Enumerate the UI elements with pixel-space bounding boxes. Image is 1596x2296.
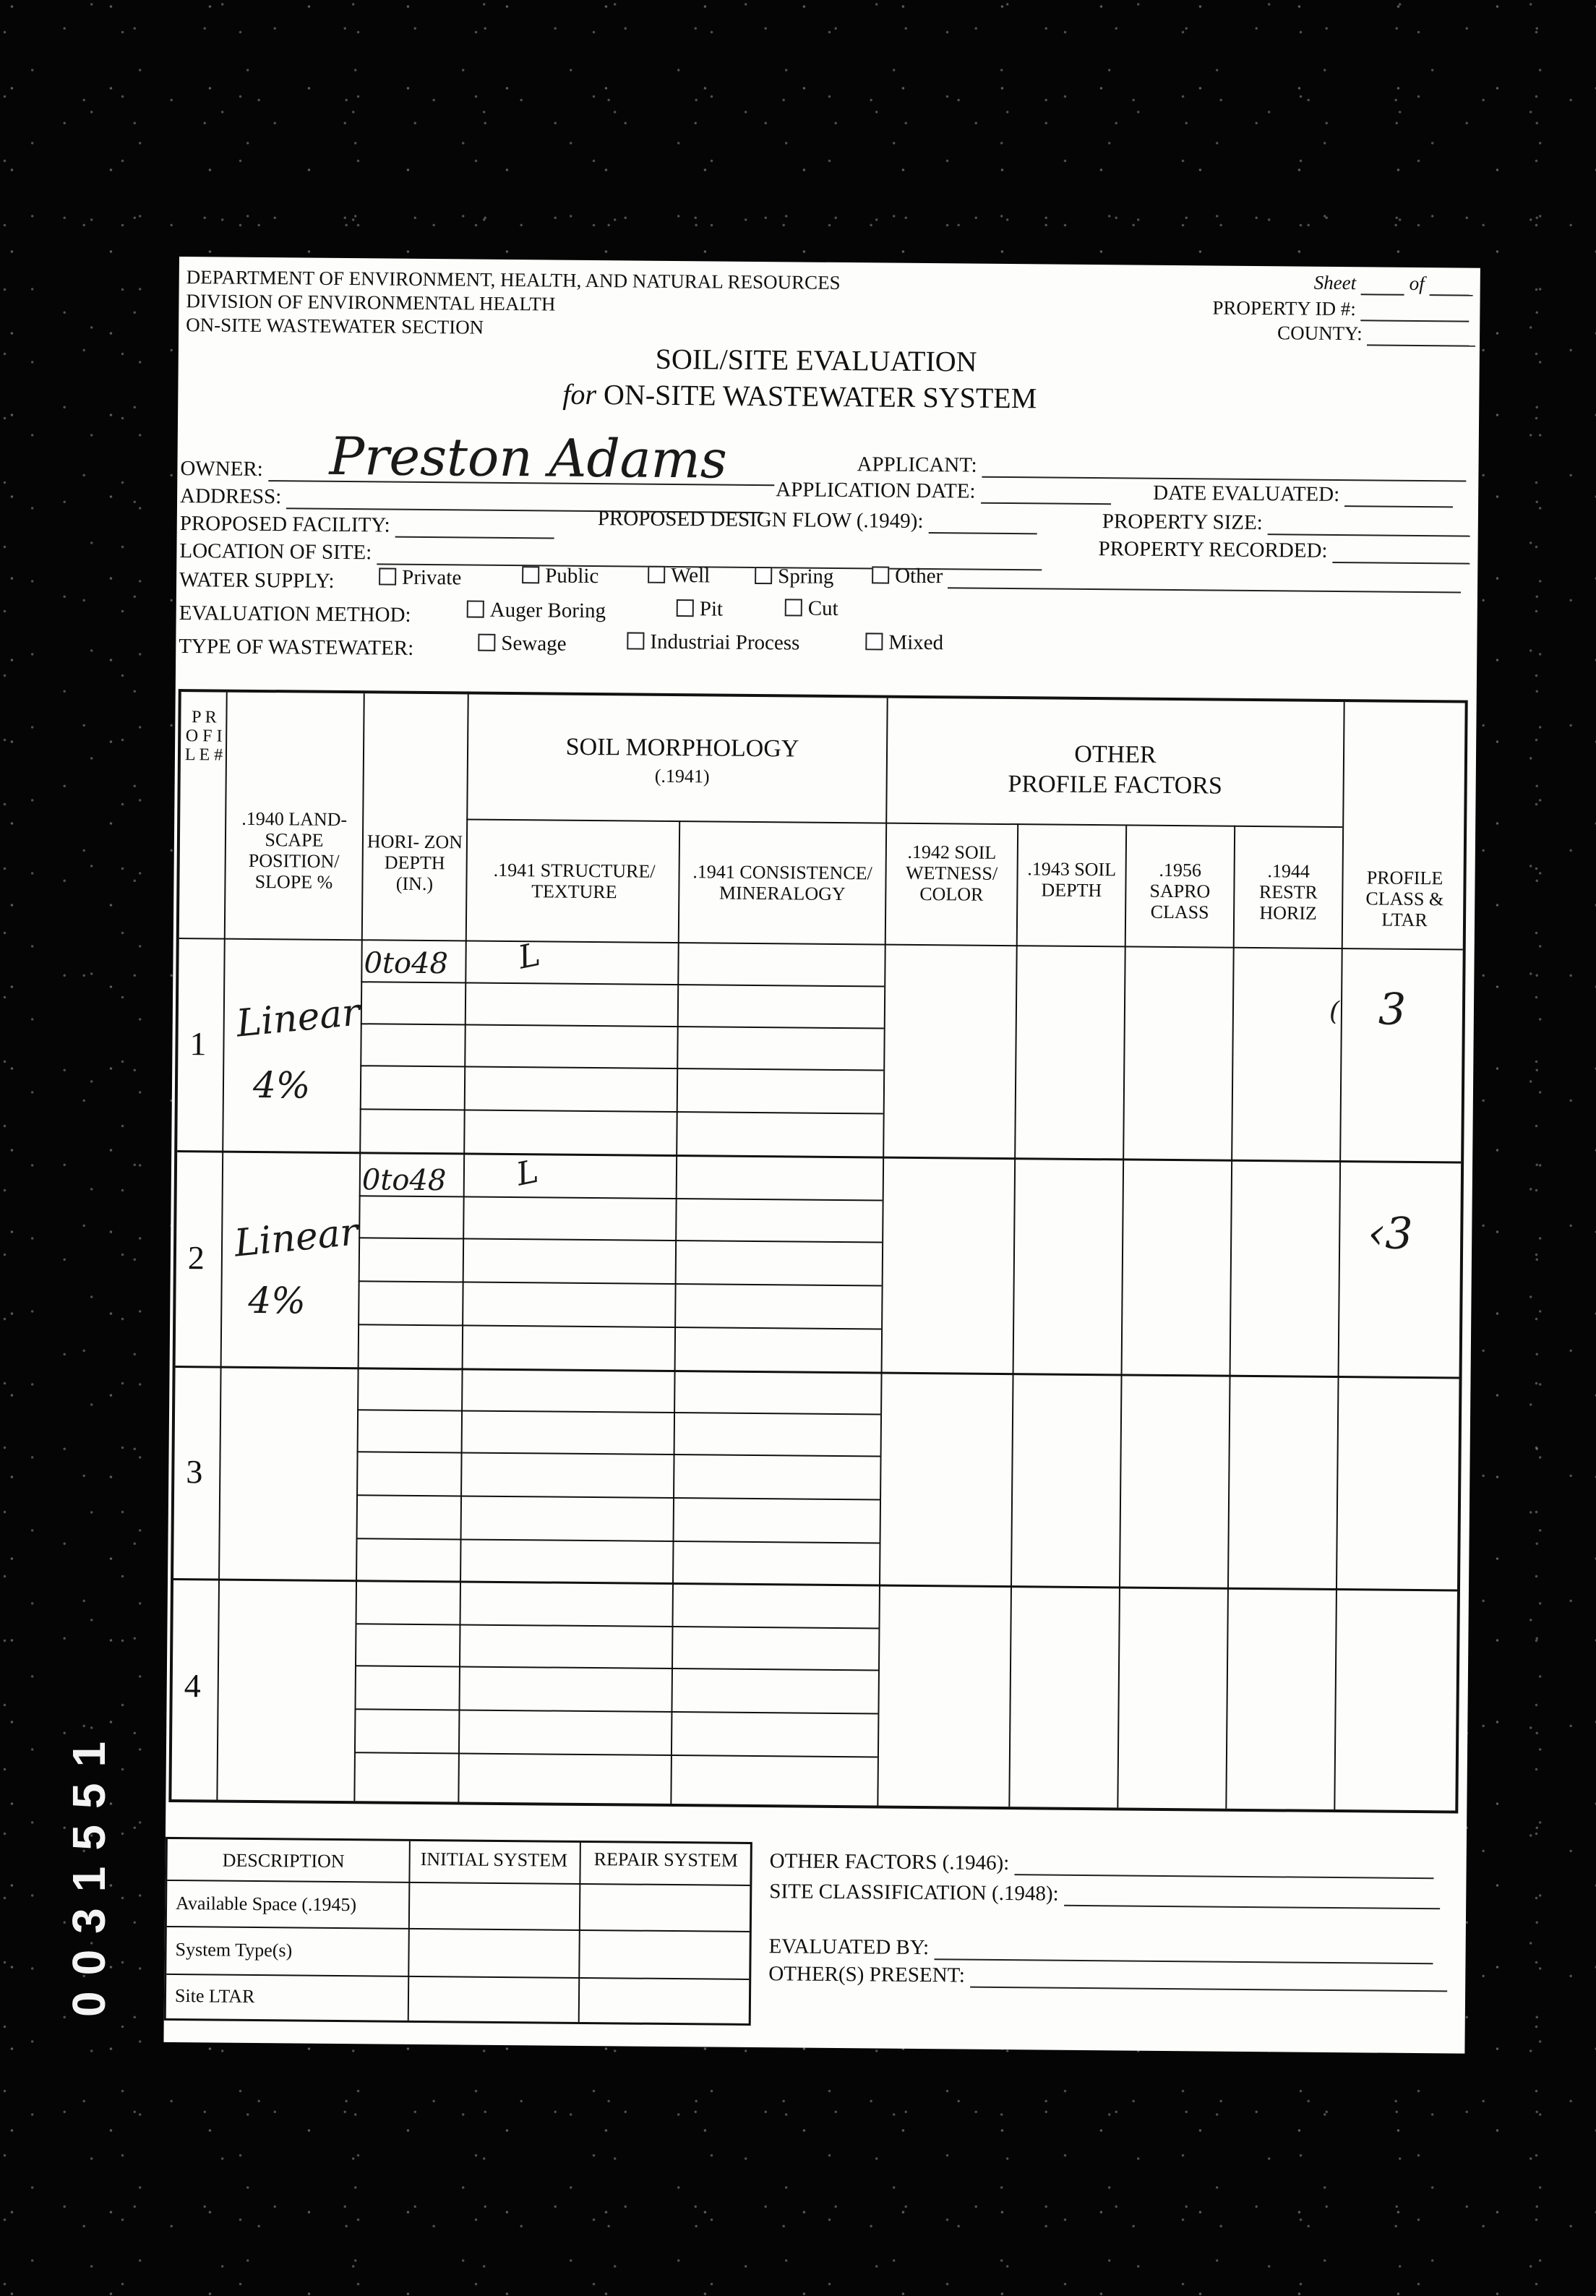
water-supply-well[interactable]: Well — [648, 563, 710, 588]
soil-depth-header: .1943 SOIL DEPTH — [1027, 858, 1117, 901]
consistence-header: .1941 CONSISTENCE/ MINERALOGY — [692, 861, 872, 905]
landscape-position-value: Linear — [234, 990, 362, 1046]
evaluated-by-field[interactable]: EVALUATED BY: — [768, 1935, 1433, 1964]
checkbox-icon — [627, 632, 644, 649]
soil-morphology-header: SOIL MORPHOLOGY — [565, 733, 799, 763]
profile-class-value: 3 — [1378, 984, 1407, 1035]
profile-number: 3 — [186, 1453, 203, 1491]
profile-number-header: P R O F I L E # — [184, 708, 223, 765]
application-date-field[interactable]: APPLICATION DATE: — [776, 477, 1111, 505]
horizon-depth-value: 0to48 — [361, 1163, 447, 1198]
margin-stamp-number: 0031551 — [63, 1725, 115, 2017]
restr-horiz-value: ( — [1329, 996, 1340, 1027]
horizon-line — [355, 1665, 878, 1671]
checkbox-icon — [648, 566, 665, 583]
evaluation-cut[interactable]: Cut — [785, 596, 838, 621]
sheet-label: Sheet of — [1314, 271, 1473, 296]
row-divider — [176, 1366, 1459, 1379]
checkbox-icon — [379, 567, 396, 585]
applicant-field[interactable]: APPLICANT: — [857, 452, 1467, 481]
row-divider — [167, 1880, 750, 1886]
horizon-line — [357, 1409, 880, 1415]
section-line: ON-SITE WASTEWATER SECTION — [186, 314, 484, 338]
initial-system-header: INITIAL SYSTEM — [420, 1848, 568, 1871]
row-divider — [177, 1150, 1461, 1163]
col-divider — [216, 693, 227, 1800]
horizon-line — [360, 1065, 883, 1071]
profile-table — [168, 689, 1467, 1814]
address-field[interactable]: ADDRESS: — [180, 484, 764, 513]
horizon-line — [359, 1280, 882, 1286]
horizon-line — [358, 1324, 881, 1329]
form-title: SOIL/SITE EVALUATION — [655, 342, 977, 378]
form-subtitle: for ON-SITE WASTEWATER SYSTEM — [562, 377, 1037, 415]
horizon-line — [357, 1451, 880, 1457]
profile-number: 4 — [184, 1667, 201, 1705]
checkbox-icon — [478, 634, 495, 651]
col-divider — [1225, 826, 1235, 1809]
system-summary-table — [164, 1837, 752, 2026]
horizon-line — [359, 1237, 882, 1243]
structure-texture-header: .1941 STRUCTURE/ TEXTURE — [493, 859, 656, 903]
checkbox-icon — [865, 633, 883, 650]
col-divider — [1117, 824, 1127, 1807]
row-divider — [173, 1578, 1457, 1591]
proposed-design-flow-field[interactable]: PROPOSED DESIGN FLOW (.1949): — [598, 506, 1037, 534]
other-factors-header: OTHER — [1074, 740, 1157, 768]
horizon-line — [356, 1494, 880, 1500]
available-space-label: Available Space (.1945) — [175, 1893, 357, 1916]
water-supply-public[interactable]: Public — [522, 563, 598, 588]
col-divider — [1008, 823, 1018, 1807]
water-supply-private[interactable]: Private — [379, 565, 461, 590]
checkbox-icon — [677, 599, 694, 617]
horizon-line — [354, 1708, 878, 1714]
property-size-field[interactable]: PROPERTY SIZE: — [1102, 509, 1470, 536]
checkbox-icon — [755, 567, 772, 584]
checkbox-icon — [872, 566, 889, 583]
repair-system-header: REPAIR SYSTEM — [593, 1849, 738, 1871]
landscape-header: .1940 LAND- SCAPE POSITION/ SLOPE % — [241, 808, 348, 893]
col-divider — [408, 1841, 411, 2021]
soil-morphology-code: (.1941) — [654, 765, 710, 787]
location-field[interactable]: LOCATION OF SITE: — [179, 539, 1042, 570]
profile-number: 1 — [189, 1025, 207, 1063]
form-sheet — [163, 257, 1480, 2054]
structure-value: L — [515, 935, 544, 977]
evaluation-pit[interactable]: Pit — [677, 596, 724, 622]
horizon-line — [356, 1538, 880, 1543]
evaluation-auger-boring[interactable]: Auger Boring — [467, 597, 606, 623]
proposed-facility-field[interactable]: PROPOSED FACILITY: — [180, 511, 554, 539]
date-evaluated-field[interactable]: DATE EVALUATED: — [1153, 481, 1454, 508]
col-divider — [578, 1843, 581, 2022]
profile-class-value: ‹3 — [1367, 1208, 1413, 1259]
site-ltar-label: Site LTAR — [174, 1985, 255, 2008]
others-present-field[interactable]: OTHER(S) PRESENT: — [768, 1962, 1447, 1992]
department-line: DEPARTMENT OF ENVIRONMENT, HEALTH, AND NATURAL RESOURCES — [186, 266, 841, 294]
horizon-line — [361, 981, 884, 987]
site-classification-field[interactable]: SITE CLASSIFICATION (.1948): — [769, 1880, 1440, 1909]
restr-horiz-header: .1944 RESTR HORIZ — [1258, 860, 1318, 924]
sapro-class-header: .1956 SAPRO CLASS — [1149, 859, 1211, 923]
wastewater-industrial[interactable]: Industriai Process — [627, 629, 799, 655]
slope-value: 4% — [248, 1279, 306, 1322]
wastewater-type-label: TYPE OF WASTEWATER: — [179, 635, 414, 660]
profile-class-header: PROFILE CLASS & LTAR — [1365, 867, 1444, 931]
horizon-line — [360, 1108, 883, 1114]
structure-value: L — [513, 1152, 541, 1194]
slope-value: 4% — [252, 1063, 311, 1107]
owner-value: Preston Adams — [329, 425, 728, 490]
system-type-label: System Type(s) — [175, 1939, 293, 1961]
water-supply-spring[interactable]: Spring — [755, 564, 834, 589]
header-divider — [466, 818, 1342, 828]
water-supply-label: WATER SUPPLY: — [179, 568, 335, 593]
wastewater-mixed[interactable]: Mixed — [865, 630, 943, 655]
wastewater-sewage[interactable]: Sewage — [478, 631, 566, 656]
profile-number: 2 — [187, 1239, 205, 1277]
water-supply-other[interactable]: Other — [872, 563, 1462, 593]
row-divider — [166, 1974, 749, 1980]
checkbox-icon — [785, 599, 802, 616]
horizon-depth-header: HORI- ZON DEPTH (IN.) — [366, 831, 463, 895]
property-recorded-field[interactable]: PROPERTY RECORDED: — [1098, 536, 1470, 564]
horizon-line — [354, 1752, 878, 1757]
soil-wetness-header: .1942 SOIL WETNESS/ COLOR — [905, 841, 998, 905]
checkbox-icon — [467, 600, 484, 617]
profile-factors-header: PROFILE FACTORS — [1008, 771, 1222, 800]
horizon-line — [361, 1023, 884, 1029]
horizon-line — [355, 1623, 878, 1629]
landscape-position-value: Linear — [232, 1210, 360, 1266]
checkbox-icon — [522, 566, 539, 583]
description-header: DESCRIPTION — [222, 1849, 345, 1872]
county-field[interactable]: COUNTY: — [1277, 321, 1476, 346]
division-line: DIVISION OF ENVIRONMENTAL HEALTH — [186, 290, 556, 315]
col-divider — [670, 821, 680, 1804]
horizon-depth-value: 0to48 — [364, 946, 449, 981]
row-divider — [167, 1926, 750, 1932]
property-id-field[interactable]: PROPERTY ID #: — [1212, 296, 1469, 322]
other-factors-field[interactable]: OTHER FACTORS (.1946): — [770, 1849, 1434, 1879]
owner-field[interactable]: OWNER: — [180, 456, 774, 486]
evaluation-method-label: EVALUATION METHOD: — [179, 601, 411, 627]
